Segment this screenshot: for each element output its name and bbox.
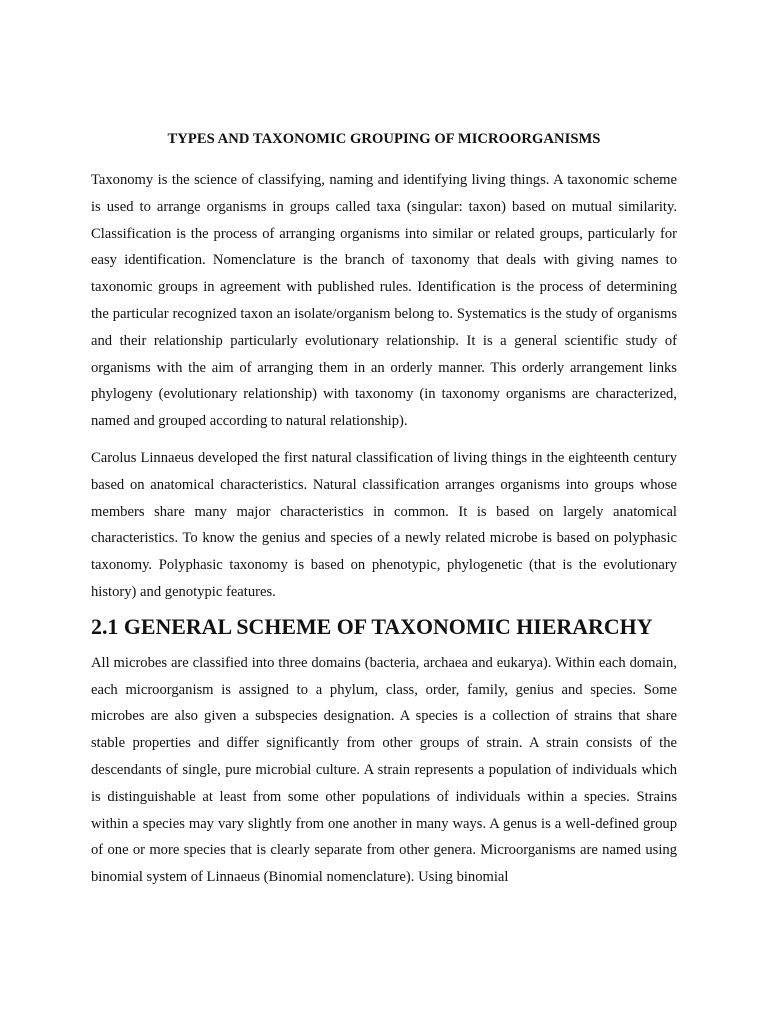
document-title: TYPES AND TAXONOMIC GROUPING OF MICROORGANISMS	[167, 131, 601, 147]
section-heading: 2.1 GENERAL SCHEME OF TAXONOMIC HIERARCHY	[91, 613, 653, 639]
paragraph-taxonomy-definition: Taxonomy is the science of classifying, naming and identifying living things. A taxonomic scheme is used to arrange organisms in groups called taxa (singular: taxon) based on mutual similarity. Classification is the process of arranging organisms into similar or related groups, particularly for easy identification. Nomenclature is the branch of taxonomy that deals with giving names to taxonomic groups in agreement with published rules. Identification is the process of determining the particular recognized taxon an isolate/organism belong to. Systematics is the study of organisms and their relationship particularly evolutionary relationship. It is a general scientific study of organisms with the aim of arranging them in an orderly manner. This orderly arrangement links phylogeny (evolutionary relationship) with taxonomy (in taxonomy organisms are characterized, named and grouped according to natural relationship).	[91, 172, 677, 430]
document-body	[91, 128, 677, 901]
paragraph-taxonomic-hierarchy: All microbes are classified into three domains (bacteria, archaea and eukarya). Within each domain, each microorganism is assigned to a phylum, class, order, family, genius and species. Some microbes are also given a subspecies designation. A species is a collection of strains that share stable properties and differ significantly from other groups of strain. A strain consists of the descendants of single, pure microbial culture. A strain represents a population of individuals which is distinguishable at least from some other populations of individuals within a species. Strains within a species may vary slightly from one another in many ways. A genus is a well-defined group of one or more species that is clearly separate from other genera. Microorganisms are named using binomial system of Linnaeus (Binomial nomenclature). Using binomial	[91, 654, 677, 886]
paragraph-linnaeus-classification: Carolus Linnaeus developed the first natural classification of living things in the eighteenth century based on anatomical characteristics. Natural classification arranges organisms into groups whose members share many major characteristics in common. It is based on largely anatomical characteristics. To know the genius and species of a newly related microbe is based on polyphasic taxonomy. Polyphasic taxonomy is based on phenotypic, phylogenetic (that is the evolutionary history) and genotypic features.	[91, 449, 677, 600]
